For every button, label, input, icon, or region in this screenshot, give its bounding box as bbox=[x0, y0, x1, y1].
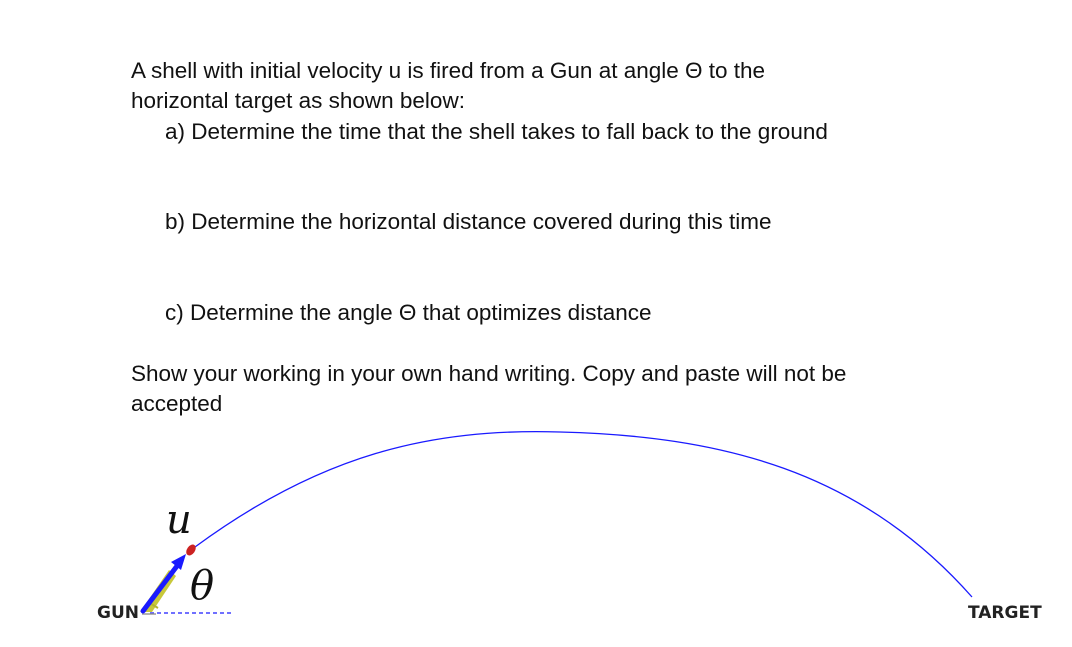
question-part-b: b) Determine the horizontal distance covered during this time bbox=[165, 209, 772, 234]
angle-symbol: θ bbox=[190, 563, 215, 609]
velocity-arrow bbox=[143, 554, 186, 611]
instruction-line-2: accepted bbox=[131, 391, 223, 416]
velocity-symbol: u bbox=[166, 497, 192, 543]
shell-tip bbox=[184, 543, 197, 557]
target-label: TARGET bbox=[968, 603, 1042, 623]
gun-label: GUN bbox=[97, 603, 139, 623]
question-part-a: a) Determine the time that the shell takes to fall back to the ground bbox=[165, 119, 828, 144]
intro-line-1: A shell with initial velocity u is fired from a Gun at angle Θ to the bbox=[131, 58, 766, 83]
trajectory-arc bbox=[195, 432, 972, 597]
instruction-line-1: Show your working in your own hand writing. Copy and paste will not be bbox=[131, 361, 847, 386]
question-part-c: c) Determine the angle Θ that optimizes distance bbox=[165, 300, 652, 325]
intro-line-2: horizontal target as shown below: bbox=[131, 88, 465, 113]
